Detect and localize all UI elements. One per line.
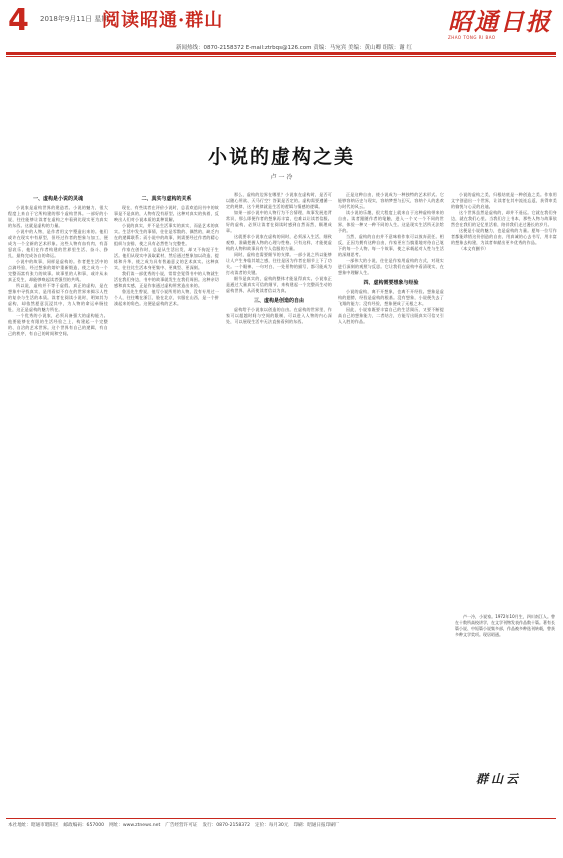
section-heading: 三、虚构是创造的自由	[253, 298, 304, 304]
section-heading: 四、虚构需要想象与经验	[363, 280, 419, 286]
article-column-3	[226, 192, 332, 800]
calligraphy-signature: 群山云	[476, 772, 522, 786]
footer-rule	[6, 818, 556, 819]
paragraph: 细节是真实的，虚构的整体才能显得真实。小说家正是通过大量真实可信的细节，来构建起一个完整而生动的虚构世界，从而使读者信以为真。	[226, 276, 332, 293]
footer-item: 本社地址：昭通市昭阳区	[8, 823, 59, 828]
author-bio: 卢一冷，小说家。1972年10月生，四川南江人。曾在十数所高校讲学，在文学刊物发表作品数十篇。著有长篇小说、中短篇小说集多部，作品被多种选刊转载，曾获多种文学奖项。现居昭通。	[455, 614, 555, 637]
paragraph: 读小说的乐趣，很大程度上就来自于这种虚构带来的自由。读者跟随作者的笔触，进入一个又一个不同的世界，体验一种又一种不同的人生。这是现实生活所无法给予的。	[338, 210, 444, 233]
paragraph: 这就要求小说家在虚构的同时，必须深入生活，细致观察，准确把握人物的心理与性格。只有这样，才能使虚构的人物和故事具有令人信服的力量。	[226, 234, 332, 251]
paragraph: 当然，虚构的自由并不意味着作家可以放弃责任。相反，正因为拥有这种自由，作家更应当慎重地对待自己笔下的每一个人物、每一个故事，使之承载起对人性与生活的深刻思考。	[338, 234, 444, 257]
paragraph: 如果一部小说中的人物行为不合情理，故事发展违背常识，那么即便作者的想象再丰富，也难以让读者信服。好的虚构，必须让读者在阅读时感到自然而然，顺理成章。	[226, 210, 332, 233]
article-column-5	[451, 192, 557, 577]
footer-info	[8, 822, 556, 828]
footer-item: 发行：0870-2158372	[202, 823, 251, 828]
editor-line: 新闻热线：0870-2158372 E-mail:ztrbqs@126.com 责编：马宛宾 美编：黄山卿 组版：谢 红	[176, 45, 412, 51]
newspaper-logo	[448, 2, 556, 40]
paragraph: 鲁迅先生曾说，他写小说所用的人物，没有专用过一个人，往往嘴在浙江，脸在北京，衣服在山西，是一个拼凑起来的角色。这便是虚构的艺术。	[114, 289, 219, 306]
paragraph: 小说的真实，并不是生活事实的真实，而是艺术的真实。生活中发生的事情，往往是零散的、偶然的，缺乏内在的逻辑联系；而小说中的故事，则需要经过作者的精心组织与安排，使之具有必然性与完整性。	[114, 223, 219, 246]
paragraph: 因此，小说家既要丰富自己的生活阅历，又要不断提高自己的想象能力，二者结合，方能写出既真实可信又引人入胜的作品。	[338, 307, 444, 324]
paragraph: 这个世界虽然是虚构的，却并不遥远。它就在我们身边，就在我们心里。当我们合上书本，那些人物与故事依然会在我们的记忆里活着，陪伴我们走过漫长的岁月。	[451, 210, 557, 227]
issue-date: 2018年9月11日 星期二	[40, 15, 116, 23]
paragraph: 虚构给予小说家以创造的自由。在虚构的世界里，作家可以超越时间与空间的限制，可以进入人物的内心深处，可以展现生活中无法直接看到的东西。	[226, 307, 332, 324]
section-heading: 二、真实与虚构的关系	[141, 196, 192, 202]
article-author: 卢 一 冷	[270, 174, 293, 181]
paragraph: 这便是小说的魅力，也是虚构的力量。愿每一位写作者都能珍惜这份创造的自由，用真诚的心去书写，用丰富的想象去构建，为读者奉献出更多优秀的作品。	[451, 228, 557, 245]
header-rule-thin	[6, 56, 556, 57]
article-column-1	[8, 192, 108, 800]
paragraph: 一个优秀的小说家，必须具备强大的虚构能力。他要能够在有限的生活经验之上，构建起一个完整的、自洽的艺术世界。这个世界有自己的逻辑，有自己的秩序，有自己的时间和空间。	[8, 313, 108, 336]
paragraph: 作家在创作时，总是从生活出发，却又不拘泥于生活。他们从现实中汲取素材，然后通过想象加以改造、提炼和升华，使之成为具有普遍意义的艺术真实。这种真实，往往比生活本身更集中、更典型、更深刻。	[114, 247, 219, 270]
paragraph: 那么，虚构的边界在哪里？小说家在虚构时，是否可以随心所欲、天马行空？答案是否定的。虚构需要遵循一定的规律，这个规律就是生活的逻辑与情感的逻辑。	[226, 192, 332, 209]
paragraph: 小说中的故事，同样是虚构的。作者把生活中的点滴经验，经过想象的熔炉重新锻造，使之成为一个完整而富有张力的故事。故事里的人和事，或许从未真正发生，却能够唤起读者强烈的共鸣。	[8, 259, 108, 282]
paragraph: 同时，虚构也需要细节的支撑。一部小说之所以能够让人产生身临其境之感，往往是因为作者在细节上下了功夫。一个眼神、一句对白、一处景物的描写，都可能成为打动读者的关键。	[226, 252, 332, 275]
section-title: 阅读昭通·群山	[102, 10, 224, 31]
article-column-4	[338, 192, 444, 800]
paragraph: 小说的虚构之美，归根结底是一种创造之美。作家用文字创造出一个世界，让读者在其中流连忘返，获得审美的愉悦与心灵的启迪。	[451, 192, 557, 209]
footer-item: 广告经营许可证	[165, 823, 198, 828]
page-number: 4	[8, 3, 29, 38]
footer-item: 定价：每月30元	[255, 823, 289, 828]
paragraph: 现在，有些读者在评价小说时，总喜欢追问书中的故事是不是真的，人物有没有原型。这种对真实的执着，反映出人们对小说本质的某种误解。	[114, 205, 219, 222]
logo-chinese: 昭通日报	[448, 7, 552, 36]
footer-item: 网址：www.ztnews.net	[109, 823, 161, 828]
paragraph: 小说的虚构，离不开想象，也离不开经验。想象是虚构的翅膀，经验是虚构的根基。没有想象，小说便失去了飞翔的能力；没有经验，想象便成了无根之木。	[338, 289, 444, 306]
article-column-2	[114, 192, 219, 800]
paragraph: 小说中的人物，是作者用文字塑造出来的。他们或许在现实中有原型，但经过作者的想象与加工，便成为一个全新的艺术形象。这些人物有血有肉，有喜怒哀乐，他们在作者构建的世界里生活、奋斗、挣扎，最终完成各自的命运。	[8, 229, 108, 258]
section-heading: 一、虚构是小说的灵魂	[32, 196, 83, 202]
paragraph: 我们读一部优秀的小说，常常会觉得书中的人物就生活在我们身边，书中的故事就发生在我们周围。这种亲切感和真实感，正是作家通过虚构所营造出来的。	[114, 271, 219, 288]
paragraph: 正是这种自由，使小说成为一种独特的艺术形式。它能够容纳历史与现实，容纳梦想与幻灭，容纳个人的悲欢与时代的风云。	[338, 192, 444, 209]
paragraph: （本文有删节）	[459, 246, 489, 251]
paragraph: 小说家是虚构世界的建造者。小说的魅力，很大程度上来自于它所构建的那个虚构世界。一部好的小说，往往能够让读者在虚构之中看到比现实更为真实的东西。这就是虚构的力量。	[8, 205, 108, 228]
paragraph: 一部伟大的小说，往往是作家用虚构的方式，对现实进行深刻的观照与反思。它让我们在虚构中看清现实，在想象中理解人生。	[338, 258, 444, 275]
article-title: 小说的虚构之美	[207, 146, 355, 168]
header-rule	[6, 52, 556, 55]
paragraph: 所以说，虚构并不等于虚假。真正的虚构，是在想象中寻找真实，是用看似不存在的世界来揭示人性的复杂与生活的本质。读者在阅读小说时，明知其为虚构，却依然愿意沉浸其中，为人物的命运牵肠挂肚，这正是虚构的魅力所在。	[8, 283, 108, 312]
logo-english: ZHAO TONG RI BAO	[448, 35, 496, 40]
footer-item: 印刷：昭通日报印刷厂	[293, 823, 340, 828]
footer-item: 邮政编码：657000	[63, 823, 105, 828]
